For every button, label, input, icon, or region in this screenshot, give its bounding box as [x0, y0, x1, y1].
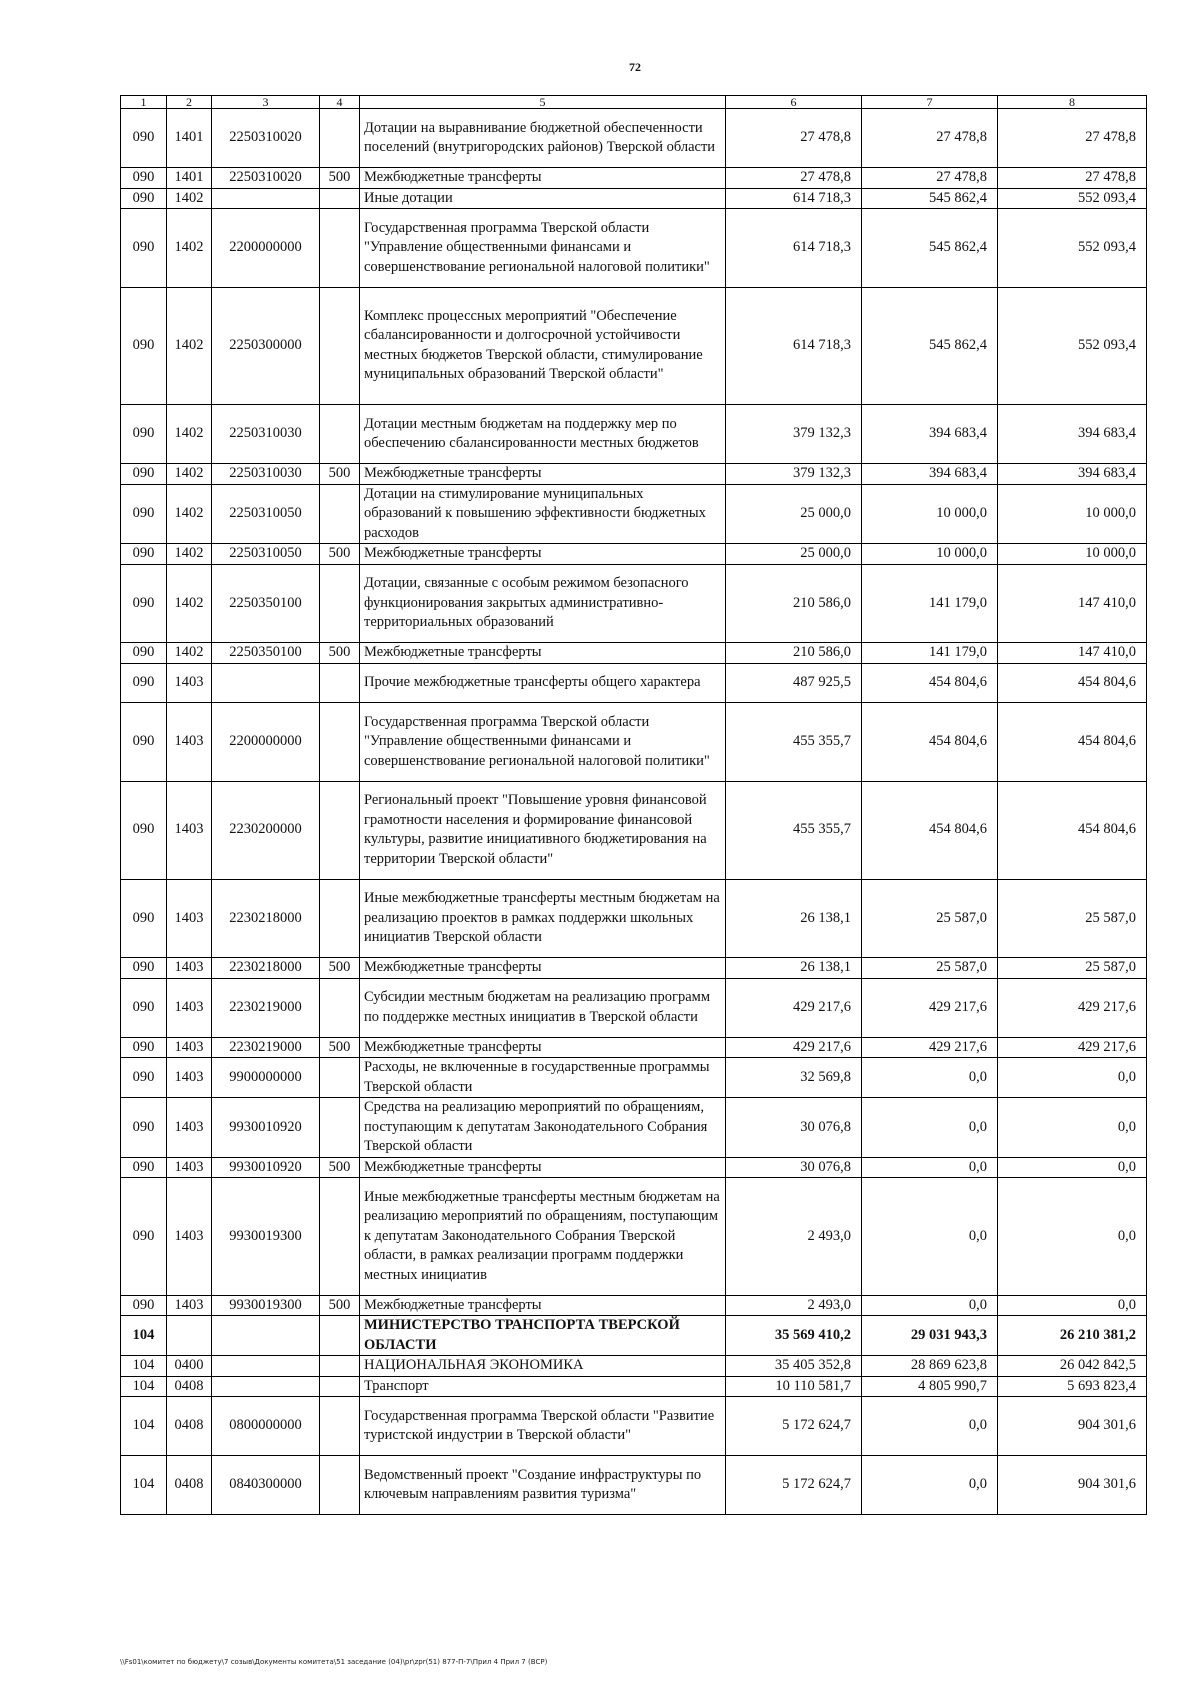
cell-amount-col6: 614 718,3 [726, 287, 862, 405]
cell-expense-type: 500 [320, 958, 360, 979]
cell-amount-col6: 429 217,6 [726, 978, 862, 1037]
cell-amount-col7: 0,0 [862, 1157, 998, 1178]
cell-target-code: 0800000000 [212, 1397, 320, 1456]
cell-ministry-code: 090 [121, 1037, 167, 1058]
cell-expense-type [320, 484, 360, 544]
cell-target-code: 2200000000 [212, 209, 320, 288]
cell-section-code: 1402 [167, 464, 212, 485]
cell-amount-col8: 25 587,0 [998, 958, 1147, 979]
cell-target-code: 2250350100 [212, 643, 320, 664]
cell-amount-col7: 27 478,8 [862, 168, 998, 189]
cell-target-code: 2230200000 [212, 781, 320, 879]
cell-amount-col8: 904 301,6 [998, 1456, 1147, 1515]
table-row [121, 781, 1147, 879]
cell-amount-col7: 545 862,4 [862, 188, 998, 209]
cell-target-code [212, 1376, 320, 1397]
cell-amount-col6: 2 493,0 [726, 1295, 862, 1316]
cell-description: Межбюджетные трансферты [360, 168, 726, 189]
cell-expense-type [320, 703, 360, 782]
cell-description: МИНИСТЕРСТВО ТРАНСПОРТА ТВЕРСКОЙ ОБЛАСТИ [360, 1316, 726, 1356]
cell-ministry-code: 090 [121, 781, 167, 879]
cell-ministry-code: 090 [121, 405, 167, 464]
cell-ministry-code: 090 [121, 663, 167, 703]
cell-ministry-code: 104 [121, 1456, 167, 1515]
cell-description: Иные дотации [360, 188, 726, 209]
page-number: 72 [629, 60, 641, 74]
cell-ministry-code: 104 [121, 1397, 167, 1456]
cell-amount-col7: 28 869 623,8 [862, 1356, 998, 1377]
cell-description: Межбюджетные трансферты [360, 1157, 726, 1178]
cell-section-code: 1401 [167, 168, 212, 189]
cell-target-code: 2230218000 [212, 958, 320, 979]
cell-expense-type [320, 405, 360, 464]
cell-amount-col7: 0,0 [862, 1178, 998, 1296]
cell-description: Государственная программа Тверской области "Управление общественными финансами и совершенствование региональной налоговой политики" [360, 703, 726, 782]
budget-table [120, 95, 1147, 1515]
cell-section-code: 1401 [167, 109, 212, 168]
cell-amount-col8: 0,0 [998, 1098, 1147, 1158]
cell-ministry-code: 090 [121, 209, 167, 288]
table-row [121, 209, 1147, 288]
cell-amount-col6: 26 138,1 [726, 879, 862, 958]
cell-section-code: 0408 [167, 1376, 212, 1397]
cell-section-code: 1402 [167, 209, 212, 288]
cell-description: Прочие межбюджетные трансферты общего характера [360, 663, 726, 703]
cell-description: Межбюджетные трансферты [360, 1037, 726, 1058]
cell-target-code: 2230218000 [212, 879, 320, 958]
cell-target-code: 2250300000 [212, 287, 320, 405]
cell-section-code: 1403 [167, 663, 212, 703]
cell-description: Транспорт [360, 1376, 726, 1397]
cell-amount-col7: 429 217,6 [862, 978, 998, 1037]
cell-amount-col6: 30 076,8 [726, 1157, 862, 1178]
cell-amount-col6: 26 138,1 [726, 958, 862, 979]
cell-section-code: 1403 [167, 1058, 212, 1098]
footer-file-path: \\Fs01\комитет по бюджету\7 созыв\Документы комитета\51 заседание (04)\pr\zpr(51) 877-П-7\Прил 4 Прил 7 (ВСР) [120, 1658, 548, 1666]
cell-amount-col7: 429 217,6 [862, 1037, 998, 1058]
cell-target-code: 2250310020 [212, 168, 320, 189]
cell-target-code [212, 1316, 320, 1356]
cell-expense-type [320, 879, 360, 958]
cell-description: Комплекс процессных мероприятий "Обеспечение сбалансированности и долгосрочной устойчивости местных бюджетов Тверской области, стимулирование муниципальных образований Тверской области" [360, 287, 726, 405]
cell-expense-type: 500 [320, 1157, 360, 1178]
table-row [121, 109, 1147, 168]
cell-description: Средства на реализацию мероприятий по обращениям, поступающим к депутатам Законодательного Собрания Тверской области [360, 1098, 726, 1158]
cell-section-code: 1402 [167, 564, 212, 643]
table-row [121, 643, 1147, 664]
cell-ministry-code: 090 [121, 703, 167, 782]
cell-target-code: 9930019300 [212, 1178, 320, 1296]
cell-amount-col6: 27 478,8 [726, 109, 862, 168]
cell-section-code: 1402 [167, 188, 212, 209]
cell-amount-col6: 429 217,6 [726, 1037, 862, 1058]
cell-description: Расходы, не включенные в государственные программы Тверской области [360, 1058, 726, 1098]
cell-amount-col8: 147 410,0 [998, 564, 1147, 643]
cell-expense-type [320, 564, 360, 643]
cell-section-code: 1403 [167, 1295, 212, 1316]
table-row [121, 703, 1147, 782]
cell-expense-type [320, 109, 360, 168]
cell-amount-col8: 429 217,6 [998, 978, 1147, 1037]
table-row [121, 958, 1147, 979]
table-row [121, 464, 1147, 485]
cell-ministry-code: 090 [121, 484, 167, 544]
cell-ministry-code: 090 [121, 544, 167, 565]
cell-description: Дотации местным бюджетам на поддержку мер по обеспечению сбалансированности местных бюджетов [360, 405, 726, 464]
cell-amount-col7: 25 587,0 [862, 958, 998, 979]
cell-amount-col8: 0,0 [998, 1058, 1147, 1098]
cell-expense-type [320, 188, 360, 209]
cell-expense-type: 500 [320, 168, 360, 189]
cell-expense-type: 500 [320, 464, 360, 485]
cell-ministry-code: 090 [121, 879, 167, 958]
cell-ministry-code: 090 [121, 1295, 167, 1316]
cell-amount-col8: 552 093,4 [998, 188, 1147, 209]
cell-description: Межбюджетные трансферты [360, 958, 726, 979]
cell-amount-col6: 30 076,8 [726, 1098, 862, 1158]
cell-section-code: 1403 [167, 781, 212, 879]
table-row [121, 1397, 1147, 1456]
cell-expense-type [320, 1397, 360, 1456]
cell-amount-col6: 379 132,3 [726, 405, 862, 464]
column-header: 3 [212, 96, 320, 109]
cell-section-code: 1403 [167, 1037, 212, 1058]
cell-section-code: 1402 [167, 484, 212, 544]
table-row [121, 978, 1147, 1037]
cell-expense-type [320, 1178, 360, 1296]
column-header: 4 [320, 96, 360, 109]
cell-target-code: 9930019300 [212, 1295, 320, 1316]
table-row [121, 663, 1147, 703]
cell-amount-col7: 29 031 943,3 [862, 1316, 998, 1356]
cell-description: Межбюджетные трансферты [360, 643, 726, 664]
cell-description: Межбюджетные трансферты [360, 464, 726, 485]
table-row [121, 1295, 1147, 1316]
cell-amount-col8: 27 478,8 [998, 168, 1147, 189]
table-row [121, 405, 1147, 464]
cell-ministry-code: 090 [121, 1157, 167, 1178]
cell-ministry-code: 090 [121, 464, 167, 485]
cell-target-code: 2250310030 [212, 405, 320, 464]
cell-amount-col6: 455 355,7 [726, 781, 862, 879]
cell-amount-col6: 35 569 410,2 [726, 1316, 862, 1356]
cell-section-code: 1402 [167, 405, 212, 464]
cell-amount-col8: 904 301,6 [998, 1397, 1147, 1456]
table-row [121, 484, 1147, 544]
cell-amount-col7: 0,0 [862, 1295, 998, 1316]
cell-section-code: 1403 [167, 879, 212, 958]
cell-target-code: 2250310050 [212, 544, 320, 565]
cell-description: Иные межбюджетные трансферты местным бюджетам на реализацию мероприятий по обращениям, поступающим к депутатам Законодательного Собрания Тверской области, в рамках реализации программ поддержки местных инициатив [360, 1178, 726, 1296]
cell-description: Дотации, связанные с особым режимом безопасного функционирования закрытых административно-территориальных образований [360, 564, 726, 643]
cell-amount-col8: 10 000,0 [998, 484, 1147, 544]
cell-amount-col7: 454 804,6 [862, 703, 998, 782]
cell-amount-col7: 0,0 [862, 1456, 998, 1515]
cell-amount-col7: 0,0 [862, 1397, 998, 1456]
cell-amount-col8: 26 210 381,2 [998, 1316, 1147, 1356]
cell-expense-type [320, 209, 360, 288]
cell-ministry-code: 104 [121, 1316, 167, 1356]
cell-expense-type [320, 978, 360, 1037]
cell-ministry-code: 104 [121, 1356, 167, 1377]
cell-expense-type [320, 663, 360, 703]
cell-ministry-code: 090 [121, 564, 167, 643]
cell-amount-col7: 141 179,0 [862, 643, 998, 664]
cell-amount-col8: 5 693 823,4 [998, 1376, 1147, 1397]
cell-amount-col6: 27 478,8 [726, 168, 862, 189]
table-row [121, 188, 1147, 209]
cell-amount-col8: 26 042 842,5 [998, 1356, 1147, 1377]
cell-amount-col7: 0,0 [862, 1058, 998, 1098]
cell-amount-col7: 141 179,0 [862, 564, 998, 643]
cell-amount-col8: 10 000,0 [998, 544, 1147, 565]
table-row [121, 1098, 1147, 1158]
column-header: 8 [998, 96, 1147, 109]
cell-expense-type [320, 1098, 360, 1158]
cell-target-code: 2230219000 [212, 978, 320, 1037]
cell-description: Межбюджетные трансферты [360, 544, 726, 565]
cell-ministry-code: 090 [121, 287, 167, 405]
table-row [121, 287, 1147, 405]
cell-section-code: 1402 [167, 544, 212, 565]
cell-amount-col7: 454 804,6 [862, 663, 998, 703]
cell-section-code: 1403 [167, 1098, 212, 1158]
table-row [121, 1037, 1147, 1058]
cell-amount-col8: 394 683,4 [998, 464, 1147, 485]
cell-target-code [212, 663, 320, 703]
cell-expense-type: 500 [320, 544, 360, 565]
cell-amount-col7: 454 804,6 [862, 781, 998, 879]
cell-amount-col6: 25 000,0 [726, 484, 862, 544]
cell-amount-col7: 394 683,4 [862, 464, 998, 485]
cell-amount-col7: 394 683,4 [862, 405, 998, 464]
cell-amount-col7: 27 478,8 [862, 109, 998, 168]
cell-ministry-code: 090 [121, 978, 167, 1037]
cell-amount-col6: 10 110 581,7 [726, 1376, 862, 1397]
cell-amount-col8: 0,0 [998, 1178, 1147, 1296]
cell-description: НАЦИОНАЛЬНАЯ ЭКОНОМИКА [360, 1356, 726, 1377]
table-header-row [121, 96, 1147, 109]
cell-expense-type [320, 1316, 360, 1356]
cell-amount-col8: 454 804,6 [998, 781, 1147, 879]
cell-target-code: 9930010920 [212, 1157, 320, 1178]
table-row [121, 564, 1147, 643]
cell-target-code: 9930010920 [212, 1098, 320, 1158]
table-row [121, 544, 1147, 565]
table-row [121, 1157, 1147, 1178]
cell-amount-col8: 429 217,6 [998, 1037, 1147, 1058]
cell-amount-col7: 10 000,0 [862, 544, 998, 565]
cell-expense-type: 500 [320, 1295, 360, 1316]
cell-amount-col6: 210 586,0 [726, 643, 862, 664]
cell-description: Государственная программа Тверской области "Развитие туристской индустрии в Тверской области" [360, 1397, 726, 1456]
cell-target-code: 2230219000 [212, 1037, 320, 1058]
cell-amount-col8: 394 683,4 [998, 405, 1147, 464]
cell-amount-col6: 5 172 624,7 [726, 1456, 862, 1515]
cell-target-code: 2250350100 [212, 564, 320, 643]
cell-ministry-code: 090 [121, 1178, 167, 1296]
cell-amount-col6: 487 925,5 [726, 663, 862, 703]
column-header: 2 [167, 96, 212, 109]
cell-section-code: 1403 [167, 1178, 212, 1296]
cell-ministry-code: 090 [121, 109, 167, 168]
cell-target-code: 2250310050 [212, 484, 320, 544]
table-row [121, 1316, 1147, 1356]
cell-amount-col8: 454 804,6 [998, 663, 1147, 703]
cell-expense-type: 500 [320, 643, 360, 664]
cell-amount-col7: 545 862,4 [862, 287, 998, 405]
cell-ministry-code: 090 [121, 168, 167, 189]
cell-amount-col6: 25 000,0 [726, 544, 862, 565]
cell-amount-col6: 614 718,3 [726, 188, 862, 209]
column-header: 7 [862, 96, 998, 109]
cell-description: Ведомственный проект "Создание инфраструктуры по ключевым направлениям развития туризма" [360, 1456, 726, 1515]
cell-section-code: 0408 [167, 1397, 212, 1456]
cell-description: Дотации на стимулирование муниципальных образований к повышению эффективности бюджетных расходов [360, 484, 726, 544]
cell-expense-type: 500 [320, 1037, 360, 1058]
cell-amount-col7: 25 587,0 [862, 879, 998, 958]
cell-expense-type [320, 1376, 360, 1397]
cell-target-code: 0840300000 [212, 1456, 320, 1515]
table-row [121, 1058, 1147, 1098]
cell-section-code: 1403 [167, 703, 212, 782]
cell-amount-col6: 5 172 624,7 [726, 1397, 862, 1456]
cell-ministry-code: 090 [121, 958, 167, 979]
cell-expense-type [320, 1058, 360, 1098]
cell-description: Дотации на выравнивание бюджетной обеспеченности поселений (внутригородских районов) Тверской области [360, 109, 726, 168]
table-row [121, 1178, 1147, 1296]
cell-target-code: 2250310030 [212, 464, 320, 485]
cell-amount-col6: 32 569,8 [726, 1058, 862, 1098]
cell-amount-col6: 210 586,0 [726, 564, 862, 643]
cell-section-code [167, 1316, 212, 1356]
cell-amount-col7: 545 862,4 [862, 209, 998, 288]
cell-section-code: 1403 [167, 1157, 212, 1178]
cell-amount-col8: 552 093,4 [998, 287, 1147, 405]
cell-target-code [212, 1356, 320, 1377]
cell-section-code: 1402 [167, 287, 212, 405]
cell-description: Региональный проект "Повышение уровня финансовой грамотности населения и формирование финансовой культуры, развитие инициативного бюджетирования на территории Тверской области" [360, 781, 726, 879]
cell-target-code: 9900000000 [212, 1058, 320, 1098]
table-row [121, 1456, 1147, 1515]
table-row [121, 879, 1147, 958]
column-header: 5 [360, 96, 726, 109]
cell-amount-col7: 10 000,0 [862, 484, 998, 544]
cell-amount-col6: 35 405 352,8 [726, 1356, 862, 1377]
cell-amount-col6: 379 132,3 [726, 464, 862, 485]
cell-section-code: 1402 [167, 643, 212, 664]
cell-amount-col7: 0,0 [862, 1098, 998, 1158]
cell-amount-col8: 147 410,0 [998, 643, 1147, 664]
cell-amount-col8: 552 093,4 [998, 209, 1147, 288]
cell-amount-col6: 614 718,3 [726, 209, 862, 288]
cell-section-code: 0408 [167, 1456, 212, 1515]
cell-amount-col8: 27 478,8 [998, 109, 1147, 168]
cell-amount-col8: 0,0 [998, 1157, 1147, 1178]
cell-ministry-code: 090 [121, 188, 167, 209]
table-row [121, 168, 1147, 189]
table-row [121, 1356, 1147, 1377]
cell-target-code: 2250310020 [212, 109, 320, 168]
cell-amount-col6: 2 493,0 [726, 1178, 862, 1296]
cell-ministry-code: 104 [121, 1376, 167, 1397]
cell-amount-col8: 0,0 [998, 1295, 1147, 1316]
cell-amount-col6: 455 355,7 [726, 703, 862, 782]
cell-section-code: 1403 [167, 958, 212, 979]
cell-description: Государственная программа Тверской области "Управление общественными финансами и совершенствование региональной налоговой политики" [360, 209, 726, 288]
cell-target-code [212, 188, 320, 209]
cell-section-code: 1403 [167, 978, 212, 1037]
cell-expense-type [320, 781, 360, 879]
cell-expense-type [320, 1456, 360, 1515]
cell-ministry-code: 090 [121, 643, 167, 664]
cell-amount-col8: 454 804,6 [998, 703, 1147, 782]
cell-ministry-code: 090 [121, 1058, 167, 1098]
column-header: 6 [726, 96, 862, 109]
table-row [121, 1376, 1147, 1397]
cell-description: Иные межбюджетные трансферты местным бюджетам на реализацию проектов в рамках поддержки школьных инициатив Тверской области [360, 879, 726, 958]
cell-description: Межбюджетные трансферты [360, 1295, 726, 1316]
cell-amount-col8: 25 587,0 [998, 879, 1147, 958]
column-header: 1 [121, 96, 167, 109]
cell-amount-col7: 4 805 990,7 [862, 1376, 998, 1397]
cell-description: Субсидии местным бюджетам на реализацию программ по поддержке местных инициатив в Тверской области [360, 978, 726, 1037]
cell-section-code: 0400 [167, 1356, 212, 1377]
cell-target-code: 2200000000 [212, 703, 320, 782]
cell-expense-type [320, 287, 360, 405]
cell-expense-type [320, 1356, 360, 1377]
cell-ministry-code: 090 [121, 1098, 167, 1158]
